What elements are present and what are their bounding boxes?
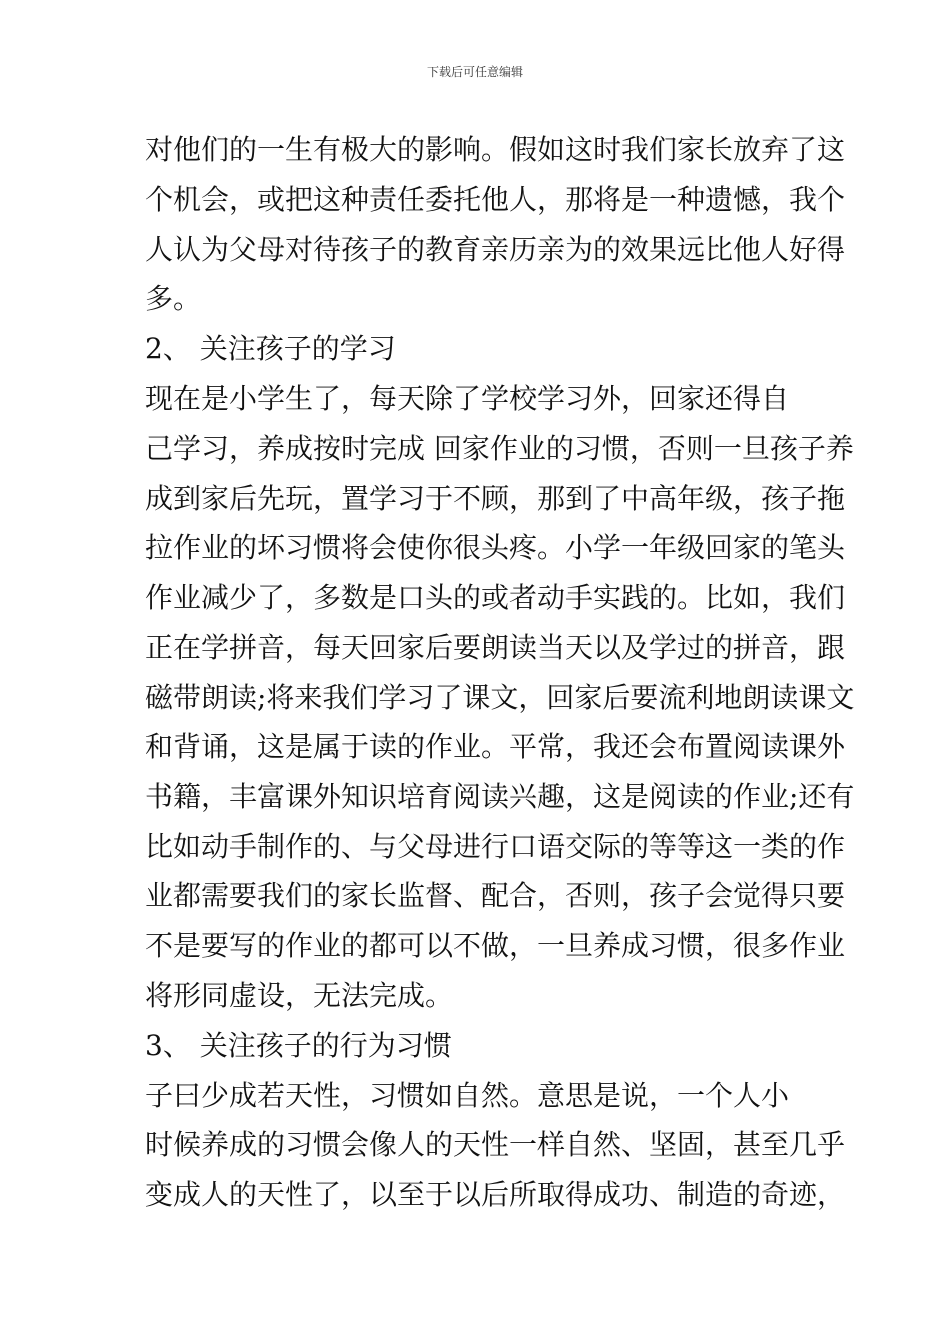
section-heading: 3、 关注孩子的行为习惯 — [145, 1029, 452, 1062]
text-line: 比如动手制作的、与父母进行口语交际的等等这一类的作 — [145, 830, 846, 863]
text-line: 多。 — [145, 282, 202, 315]
text-line: 时候养成的习惯会像人的天性一样自然、坚固，甚至几乎 — [145, 1128, 846, 1161]
text-line: 磁带朗读;将来我们学习了课文，回家后要流利地朗读课文 — [145, 681, 855, 714]
text-line: 不是要写的作业的都可以不做，一旦养成习惯，很多作业 — [145, 929, 846, 962]
text-line: 正在学拼音，每天回家后要朗读当天以及学过的拼音，跟 — [145, 631, 846, 664]
text-line: 作业减少了，多数是口头的或者动手实践的。比如，我们 — [145, 581, 846, 614]
text-line: 个机会，或把这种责任委托他人，那将是一种遗憾，我个 — [145, 183, 846, 216]
text-line: 成到家后先玩，置学习于不顾，那到了中高年级，孩子拖 — [145, 482, 846, 515]
text-line: 己学习，养成按时完成 回家作业的习惯，否则一旦孩子养 — [145, 432, 854, 465]
text-line: 书籍，丰富课外知识培育阅读兴趣，这是阅读的作业;还有 — [145, 780, 855, 813]
text-line: 将形同虚设，无法完成。 — [145, 979, 454, 1012]
text-line: 和背诵，这是属于读的作业。平常，我还会布置阅读课外 — [145, 730, 846, 763]
text-line: 对他们的一生有极大的影响。假如这时我们家长放弃了这 — [145, 133, 846, 166]
text-line: 子曰少成若天性，习惯如自然。意思是说，一个人小 — [145, 1079, 790, 1112]
text-line: 人认为父母对待孩子的教育亲历亲为的效果远比他人好得 — [145, 233, 846, 266]
page-header: 下载后可任意编辑 — [426, 65, 523, 79]
text-line: 变成人的天性了，以至于以后所取得成功、制造的奇迹， — [145, 1178, 846, 1211]
text-line: 拉作业的坏习惯将会使你很头疼。小学一年级回家的笔头 — [145, 531, 846, 564]
text-line: 现在是小学生了，每天除了学校学习外，回家还得自 — [145, 382, 790, 415]
text-line: 业都需要我们的家长监督、配合，否则，孩子会觉得只要 — [145, 879, 846, 912]
section-heading: 2、 关注孩子的学习 — [145, 332, 396, 365]
